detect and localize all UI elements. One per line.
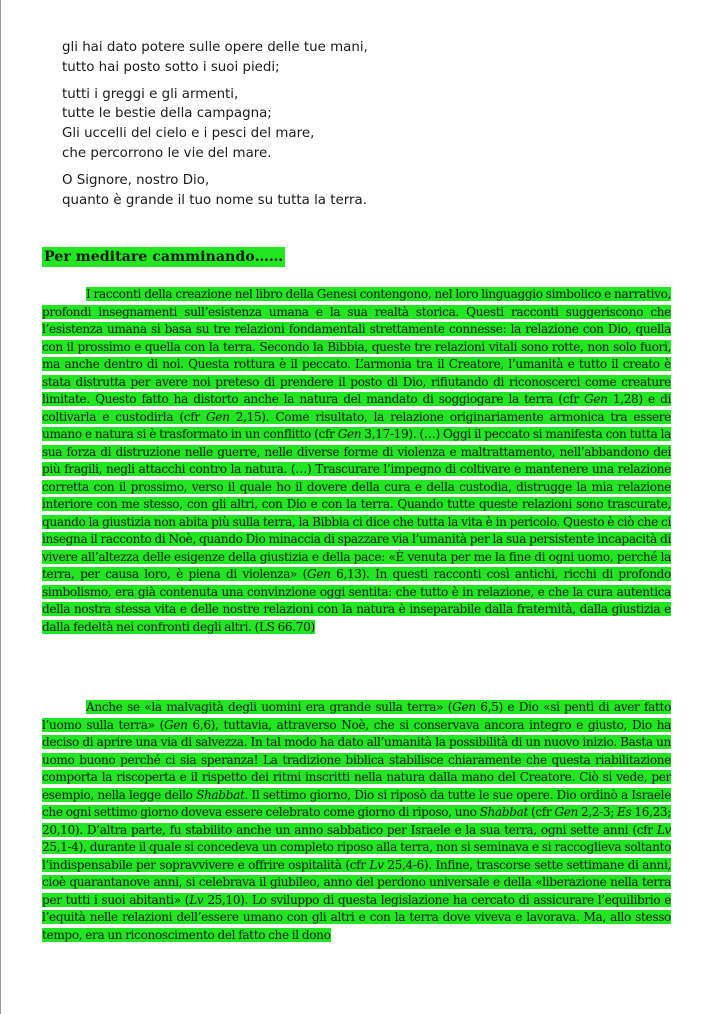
text-run: 3,17-19). (…) Oggi il peccato si manifesta con tutta la sua forza di distruzione nelle guerre, nelle diverse forme di violenza e maltrattamento, nell’abbandono dei più fragili, negli attacchi contro la natura. (…) Trascurare l’impegno di coltivare e mantenere una relazione corretta con il prossimo, verso il quale ho il dovere della cura e della custodia, distrugge la mia relazione interiore con me stesso, con gli altri, con Dio e con la terra. Quando tutte queste relazioni sono trascurate, quando la giustizia non abita più sulla terra, la Bibbia ci dice che tutta la vita è in pericolo. Questo è ciò che ci insegna il racconto di Noè, quando Dio minaccia di spazzare via l’umanità per la sua persistente incapacità di vivere all’altezza delle esigenze della giustizia e della pace: «È venuta per me la fine di ogni uomo, perché la terra, per causa loro, è piena di violenza» ( <box>42 427 671 581</box>
book-ref: Es <box>617 805 632 819</box>
psalm-stanza <box>62 171 682 211</box>
book-ref: Lv <box>656 822 671 837</box>
psalm-stanza <box>62 38 682 78</box>
psalm-line: tutte le bestie della campagna; <box>62 106 272 122</box>
psalm-line: gli hai dato potere sulle opere delle tue mani, <box>62 40 368 55</box>
book-ref: Gen <box>163 717 188 732</box>
psalm-line: tutto hai posto sotto i suoi piedi; <box>62 59 280 75</box>
psalm-line: Gli uccelli del cielo e i pesci del mare, <box>62 126 315 142</box>
psalm-excerpt <box>62 38 682 217</box>
text-run: 25,1-4), durante il quale si concedeva un completo riposo alla terra, non si seminava e si raccoglieva soltanto l’indispensabile per sopravvivere e offrire ospitalità (cfr <box>42 840 671 872</box>
text-run: (cfr <box>527 805 555 819</box>
psalm-stanza <box>62 85 682 164</box>
psalm-line: O Signore, nostro Dio, <box>62 172 210 188</box>
text-run: 25,10). Lo sviluppo di questa legislazione ha cercato di assicurare l’equilibrio e l’equità nelle relazioni dell’essere umano con gli altri e con la terra dove viveva e lavorava. Ma, allo stesso tempo, era un riconoscimento del fatto che il dono <box>42 892 672 942</box>
meditation-paragraph-1 <box>42 286 671 636</box>
highlighted-text <box>42 287 671 634</box>
book-ref: Gen <box>337 427 362 441</box>
book-ref: Shabbat <box>479 805 528 819</box>
book-ref: Lv <box>369 857 384 872</box>
section-heading: Per meditare camminando…… <box>44 249 284 265</box>
book-ref: Gen <box>554 805 578 819</box>
text-run: 6,5) e Dio «si pentì di aver fatto l’uomo sulla terra» ( <box>42 700 671 732</box>
book-ref: Gen <box>452 700 476 714</box>
text-run: . Il settimo giorno, Dio si riposò da tutte le sue opere. Dio ordinò a Israele che ogni settimo giorno doveva essere celebrato come giorno di riposo, uno <box>42 787 671 819</box>
text-run: 2,2-3; <box>577 805 618 819</box>
book-ref: Shabbat <box>196 787 245 802</box>
text-run: 6,6), tuttavia, attraverso Noè, che si conservava ancora integro e giusto, Dio ha deciso di aprire una via di salvezza. In tal modo ha dato all’umanità la possibilità di un nuovo inizio. Basta un uomo buono perché ci sia speranza! La tradizione biblica stabilisce chiaramente che questa riabilitazione comporta la riscoperta e il rispetto dei ritmi inscritti nella natura dalla mano del Creatore. Ciò si vede, per esempio, nella legge dello <box>42 717 672 802</box>
psalm-line: che percorrono le vie del mare. <box>62 145 272 161</box>
book-ref: Gen <box>307 567 331 581</box>
text-run: 1,28) e di coltivarla e custodirla (cfr <box>42 392 671 424</box>
text-run: Anche se «la malvagità degli uomini era grande sulla terra» ( <box>86 700 453 714</box>
text-run: 2,15). Come risultato, la relazione originariamente armonica tra essere umano e natura si è trasformato in un conflitto (cfr <box>42 409 671 441</box>
book-ref: Gen <box>205 409 230 424</box>
psalm-line: tutti i greggi e gli armenti, <box>62 86 239 102</box>
book-ref: Gen <box>584 392 608 406</box>
psalm-line: quanto è grande il tuo nome su tutta la terra. <box>62 192 367 208</box>
text-run: 6,13). In questi racconti così antichi, ricchi di profondo simbolismo, era già contenuta una convinzione oggi sentita: che tutto è in relazione, e che la cura autentica della nostra stessa vita e delle nostre relazioni con la natura è inseparabile dalla fraternità, dalla giustizia e dalla fedeltà nei confronti degli altri. (LS 66.70) <box>42 567 671 634</box>
text-run: 25,4-6). Infine, trascorse sette settimane di anni, cioè quarantanove anni, si celebrava il giubileo, anno del perdono universale e della «liberazione nella terra per tutti i suoi abitanti» ( <box>42 857 671 907</box>
text-run: 16,23; 20,10). D’altra parte, fu stabilito anche un anno sabbatico per Israele e la sua terra, ogni sette anni (cfr <box>42 805 672 837</box>
book-ref: Lv <box>189 892 204 907</box>
highlighted-text <box>42 700 671 942</box>
text-run: I racconti della creazione nel libro della Genesi contengono, nel loro linguaggio simbolico e narrativo, profondi insegnamenti sull’esistenza umana e la sua realtà storica. Questi racconti suggeriscono che l’esistenza umana si basa su tre relazioni fondamentali strettamente connesse: la relazione con Dio, quella con il prossimo e quella con la terra. Secondo la Bibbia, queste tre relazioni vitali sono rotte, non solo fuori, ma anche dentro di noi. Questa rottura è il peccato. L’armonia tra il Creatore, l’umanità e tutto il creato è stata distrutta per avere noi preteso di prendere il posto di Dio, rifiutando di riconoscerci come creature limitate. Questo fatto ha distorto anche la natura del mandato di soggiogare la terra (cfr <box>42 287 671 406</box>
meditation-paragraph-2 <box>42 699 671 944</box>
page-edge <box>0 0 1 1014</box>
